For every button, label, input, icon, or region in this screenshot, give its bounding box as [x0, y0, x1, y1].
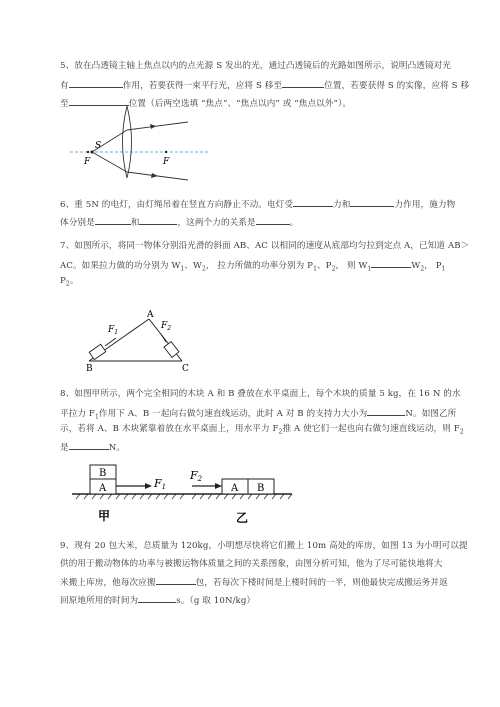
q5-blank-1[interactable] [69, 78, 123, 88]
q7-line-1: 7、如图所示，将同一物体分别沿光滑的斜面 AB、AC 以相同的速度从底部均匀拉到定点 A，已知道 AB＞ [60, 241, 470, 251]
arrow-upper [150, 124, 156, 129]
label-f1: $F_1$ [108, 325, 119, 336]
q5-line-2: 有 作用，若要获得一束平行光，应将 S 移至 位置，若要获得 S 的实像，应将 S 移 [60, 78, 469, 92]
label-s: S [95, 141, 102, 151]
q8-line-3: 示，若将 A、B 木块紧靠着放在水平桌面上，用水平力 $F_2$推 A 使它们一起也向右做匀速直线运动，则 $F_2$ [60, 424, 464, 436]
q8-line-2: 平拉力 $F_1$作用下 A、B 一起向右做匀速直线运动，此时 A 对 B 的支持力大小为 N。如图乙所 [60, 406, 456, 424]
q6-blank-4[interactable] [139, 215, 177, 225]
q5-blank-2[interactable] [282, 78, 324, 88]
force-f2 [161, 334, 166, 342]
ray-upper-out [127, 122, 188, 130]
label-f-left: F [84, 157, 91, 167]
force-f1 [105, 338, 116, 346]
q9-line-4: 回原地所用的时间为 s。（g 取 10N/kg） [60, 593, 255, 607]
q6-blank-1[interactable] [293, 197, 333, 207]
q7-line-3: $P_2$。 [60, 276, 79, 288]
lens-left-surface [127, 106, 132, 178]
q6-blank-5[interactable] [256, 215, 290, 225]
block-on-ab [89, 344, 106, 359]
focus-left [87, 151, 89, 153]
q6-blank-3[interactable] [95, 215, 131, 225]
label-f-right: F [163, 157, 170, 167]
q9-line-3: 米搬上库房，他每次应搬 包，若每次下楼时间是上楼时间的一半，则他最快完成搬运务并返 [60, 575, 448, 589]
label-block-a: A [99, 483, 107, 494]
point-s [91, 151, 94, 154]
q8-blank-1[interactable] [367, 406, 405, 416]
q5-line-3: 至 位置（后两空选填 “焦点”、“焦点以内” 或 “焦点以外”）。 [60, 96, 351, 110]
label-a: A [147, 310, 154, 320]
q7-line-2: AC。如果拉力做的功分别为 $W_1$、$W_2$， 拉力所做的功率分别为 $P_1$、$P_2$， 则 $W_1$ $W_2$， $P_1$ [60, 258, 446, 276]
force-f2-arrowhead [215, 483, 222, 489]
convex-lens-diagram [70, 108, 210, 172]
q8-blank-2[interactable] [69, 440, 109, 450]
q5-line-1: 5、放在凸透镜主轴上焦点以内的点光源 S 发出的光，通过凸透镜后的光路如图所示，说明凸透镜对光 [60, 61, 452, 71]
ray-lower-in [92, 152, 127, 172]
label-force-f1: F1 [154, 477, 167, 491]
q8-line-1: 8、如图甲所示，两个完全相同的木块 A 和 B 叠放在水平桌面上，每个木块的质量 5 kg，在 16 N 的水 [60, 389, 461, 399]
label-block-b-yi: B [257, 483, 265, 494]
q9-blank-1[interactable] [156, 575, 196, 585]
label-force-f2: F2 [190, 469, 203, 483]
q5-blank-3[interactable] [69, 96, 129, 106]
force-f1-arrowhead [145, 483, 152, 489]
q7-blank-1[interactable] [371, 258, 411, 268]
label-b: B [86, 364, 93, 374]
focus-right [165, 151, 167, 153]
label-f2: $F_2$ [161, 321, 172, 332]
arrow-lower [151, 173, 158, 178]
q9-line-2: 供的用于搬动物体的功率与被搬运物体质量之间的关系图象，由图分析可知，他为了尽可能快地将大 [60, 559, 443, 569]
q9-blank-2[interactable] [138, 593, 176, 603]
label-jia: 甲 [98, 509, 111, 523]
q9-line-1: 9、现有 20 包大米，总质量为 120kg，小明想尽快将它们搬上 10m 高处的库房，如图 13 为小明可以提 [60, 541, 468, 551]
label-block-a-yi: A [231, 483, 239, 494]
q6-line-1: 6、重 5N 的电灯，由灯绳吊着在竖直方向静止不动。电灯受 力和 力作用，施力物 [60, 197, 455, 211]
q6-line-2: 体分别是 和 ，这两个力的关系是 。 [60, 215, 298, 229]
label-yi: 乙 [236, 511, 249, 525]
incline-diagram [86, 308, 196, 372]
lens-right-surface [123, 106, 128, 178]
q8-line-4: 是 N。 [60, 440, 125, 454]
stacked-blocks-diagram [70, 460, 300, 528]
label-c: C [182, 364, 189, 374]
q6-blank-2[interactable] [350, 197, 394, 207]
label-block-b: B [99, 468, 107, 479]
